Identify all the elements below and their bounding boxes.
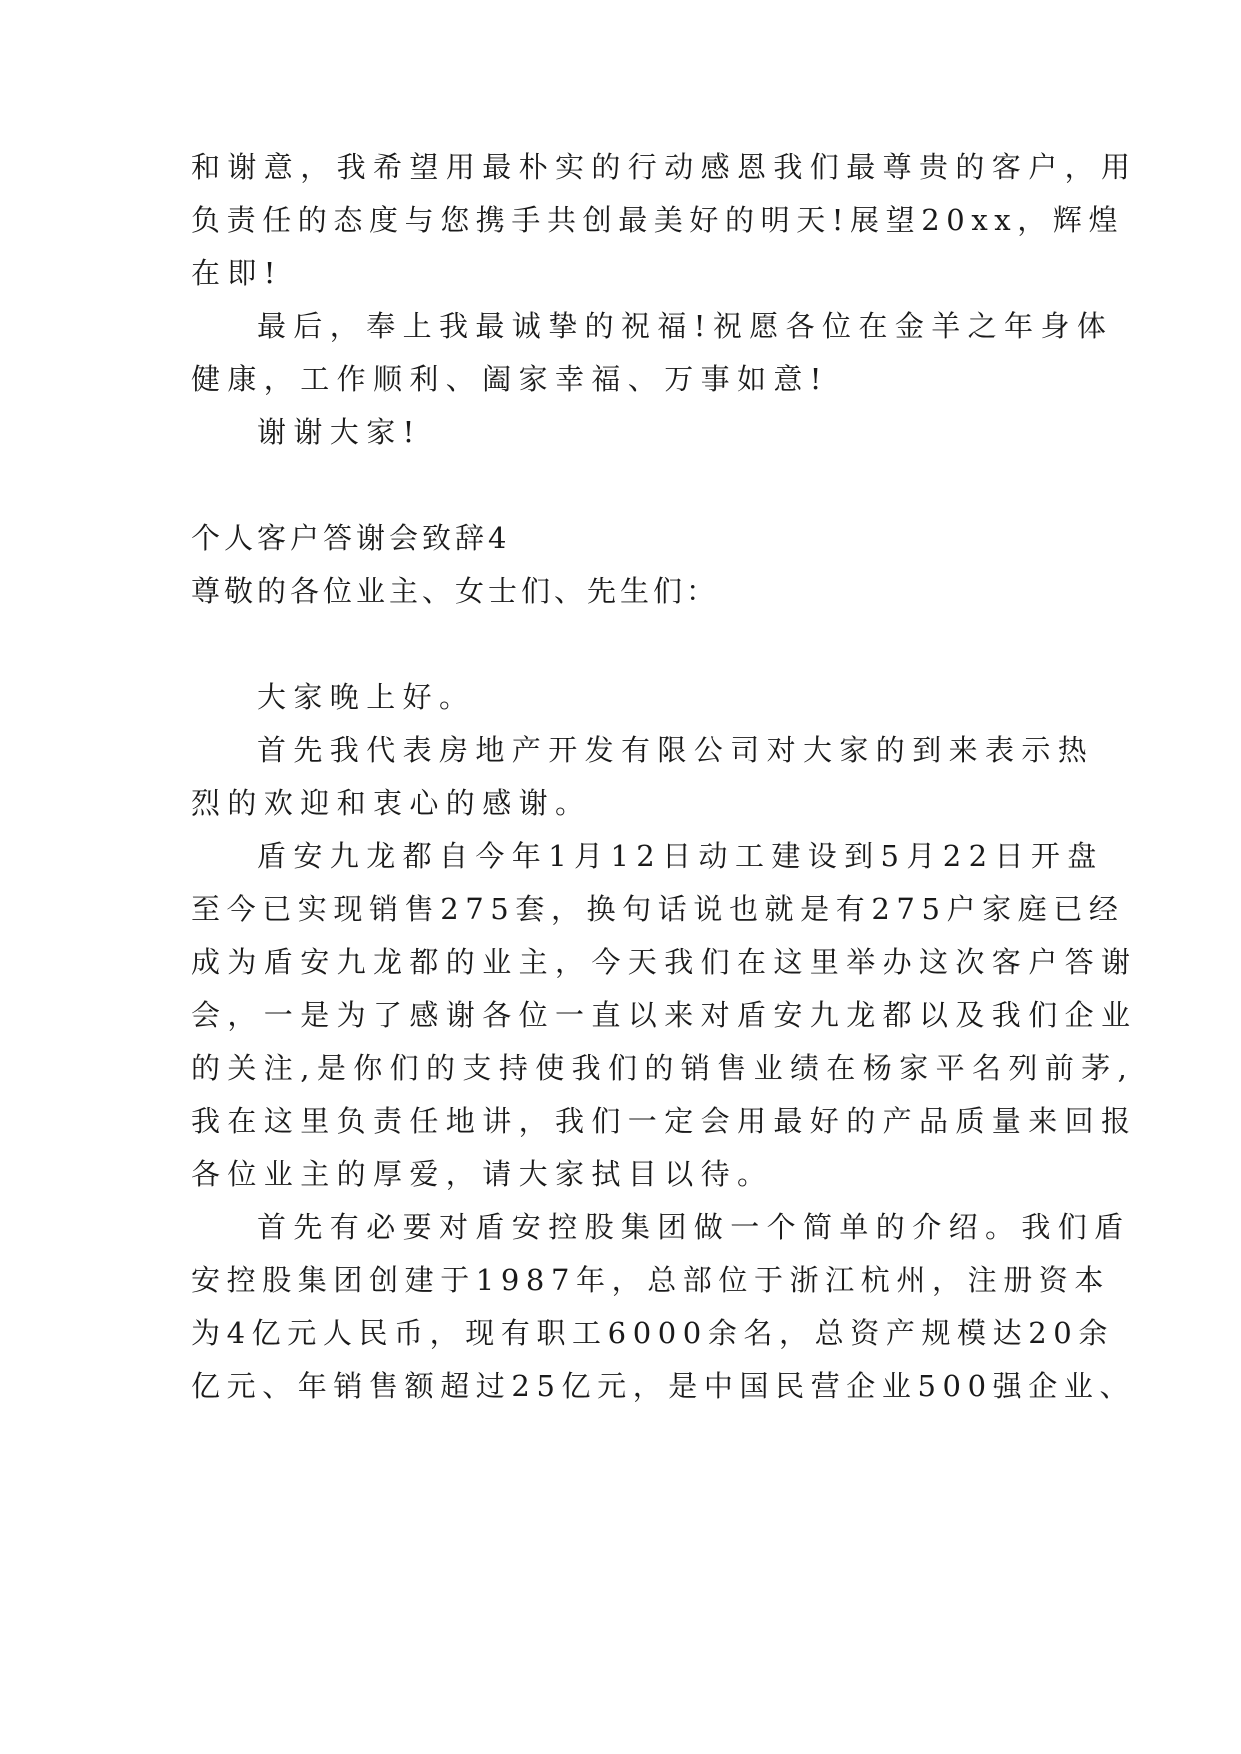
paragraph-start: 大家晚上好。 bbox=[257, 680, 476, 714]
text-line: 健康，工作顺利、阖家幸福、万事如意! bbox=[191, 362, 829, 396]
text-line: 烈的欢迎和衷心的感谢。 bbox=[191, 786, 592, 820]
paragraph-start: 盾安九龙都自今年1月12日动工建设到5月22日开盘 bbox=[257, 839, 1104, 873]
text-line: 安控股集团创建于1987年，总部位于浙江杭州，注册资本 bbox=[191, 1263, 1111, 1297]
text-line: 我在这里负责任地讲，我们一定会用最好的产品质量来回报 bbox=[191, 1104, 1138, 1138]
text-line: 成为盾安九龙都的业主，今天我们在这里举办这次客户答谢 bbox=[191, 945, 1138, 979]
paragraph-start: 谢谢大家! bbox=[257, 415, 422, 449]
text-line: 的关注,是你们的支持使我们的销售业绩在杨家平名列前茅, bbox=[191, 1051, 1135, 1085]
text-line: 在即! bbox=[191, 256, 283, 290]
text-line: 亿元、年销售额超过25亿元，是中国民营企业500强企业、 bbox=[191, 1369, 1136, 1403]
section-heading: 个人客户答谢会致辞4 bbox=[191, 521, 511, 555]
text-line: 负责任的态度与您携手共创最美好的明天!展望20xx，辉煌 bbox=[191, 203, 1125, 237]
paragraph-start: 首先我代表房地产开发有限公司对大家的到来表示热 bbox=[257, 733, 1095, 767]
text-line: 为4亿元人民币，现有职工6000余名，总资产规模达20余 bbox=[191, 1316, 1114, 1350]
text-line: 会，一是为了感谢各位一直以来对盾安九龙都以及我们企业 bbox=[191, 998, 1138, 1032]
paragraph-start: 首先有必要对盾安控股集团做一个简单的介绍。我们盾 bbox=[257, 1210, 1131, 1244]
text-line: 至今已实现销售275套，换句话说也就是有275户家庭已经 bbox=[191, 892, 1125, 926]
paragraph-start: 最后，奉上我最诚挚的祝福!祝愿各位在金羊之年身体 bbox=[257, 309, 1114, 343]
text-line: 各位业主的厚爱，请大家拭目以待。 bbox=[191, 1157, 774, 1191]
salutation: 尊敬的各位业主、女士们、先生们： bbox=[191, 574, 720, 608]
text-line: 和谢意，我希望用最朴实的行动感恩我们最尊贵的客户，用 bbox=[191, 150, 1138, 184]
